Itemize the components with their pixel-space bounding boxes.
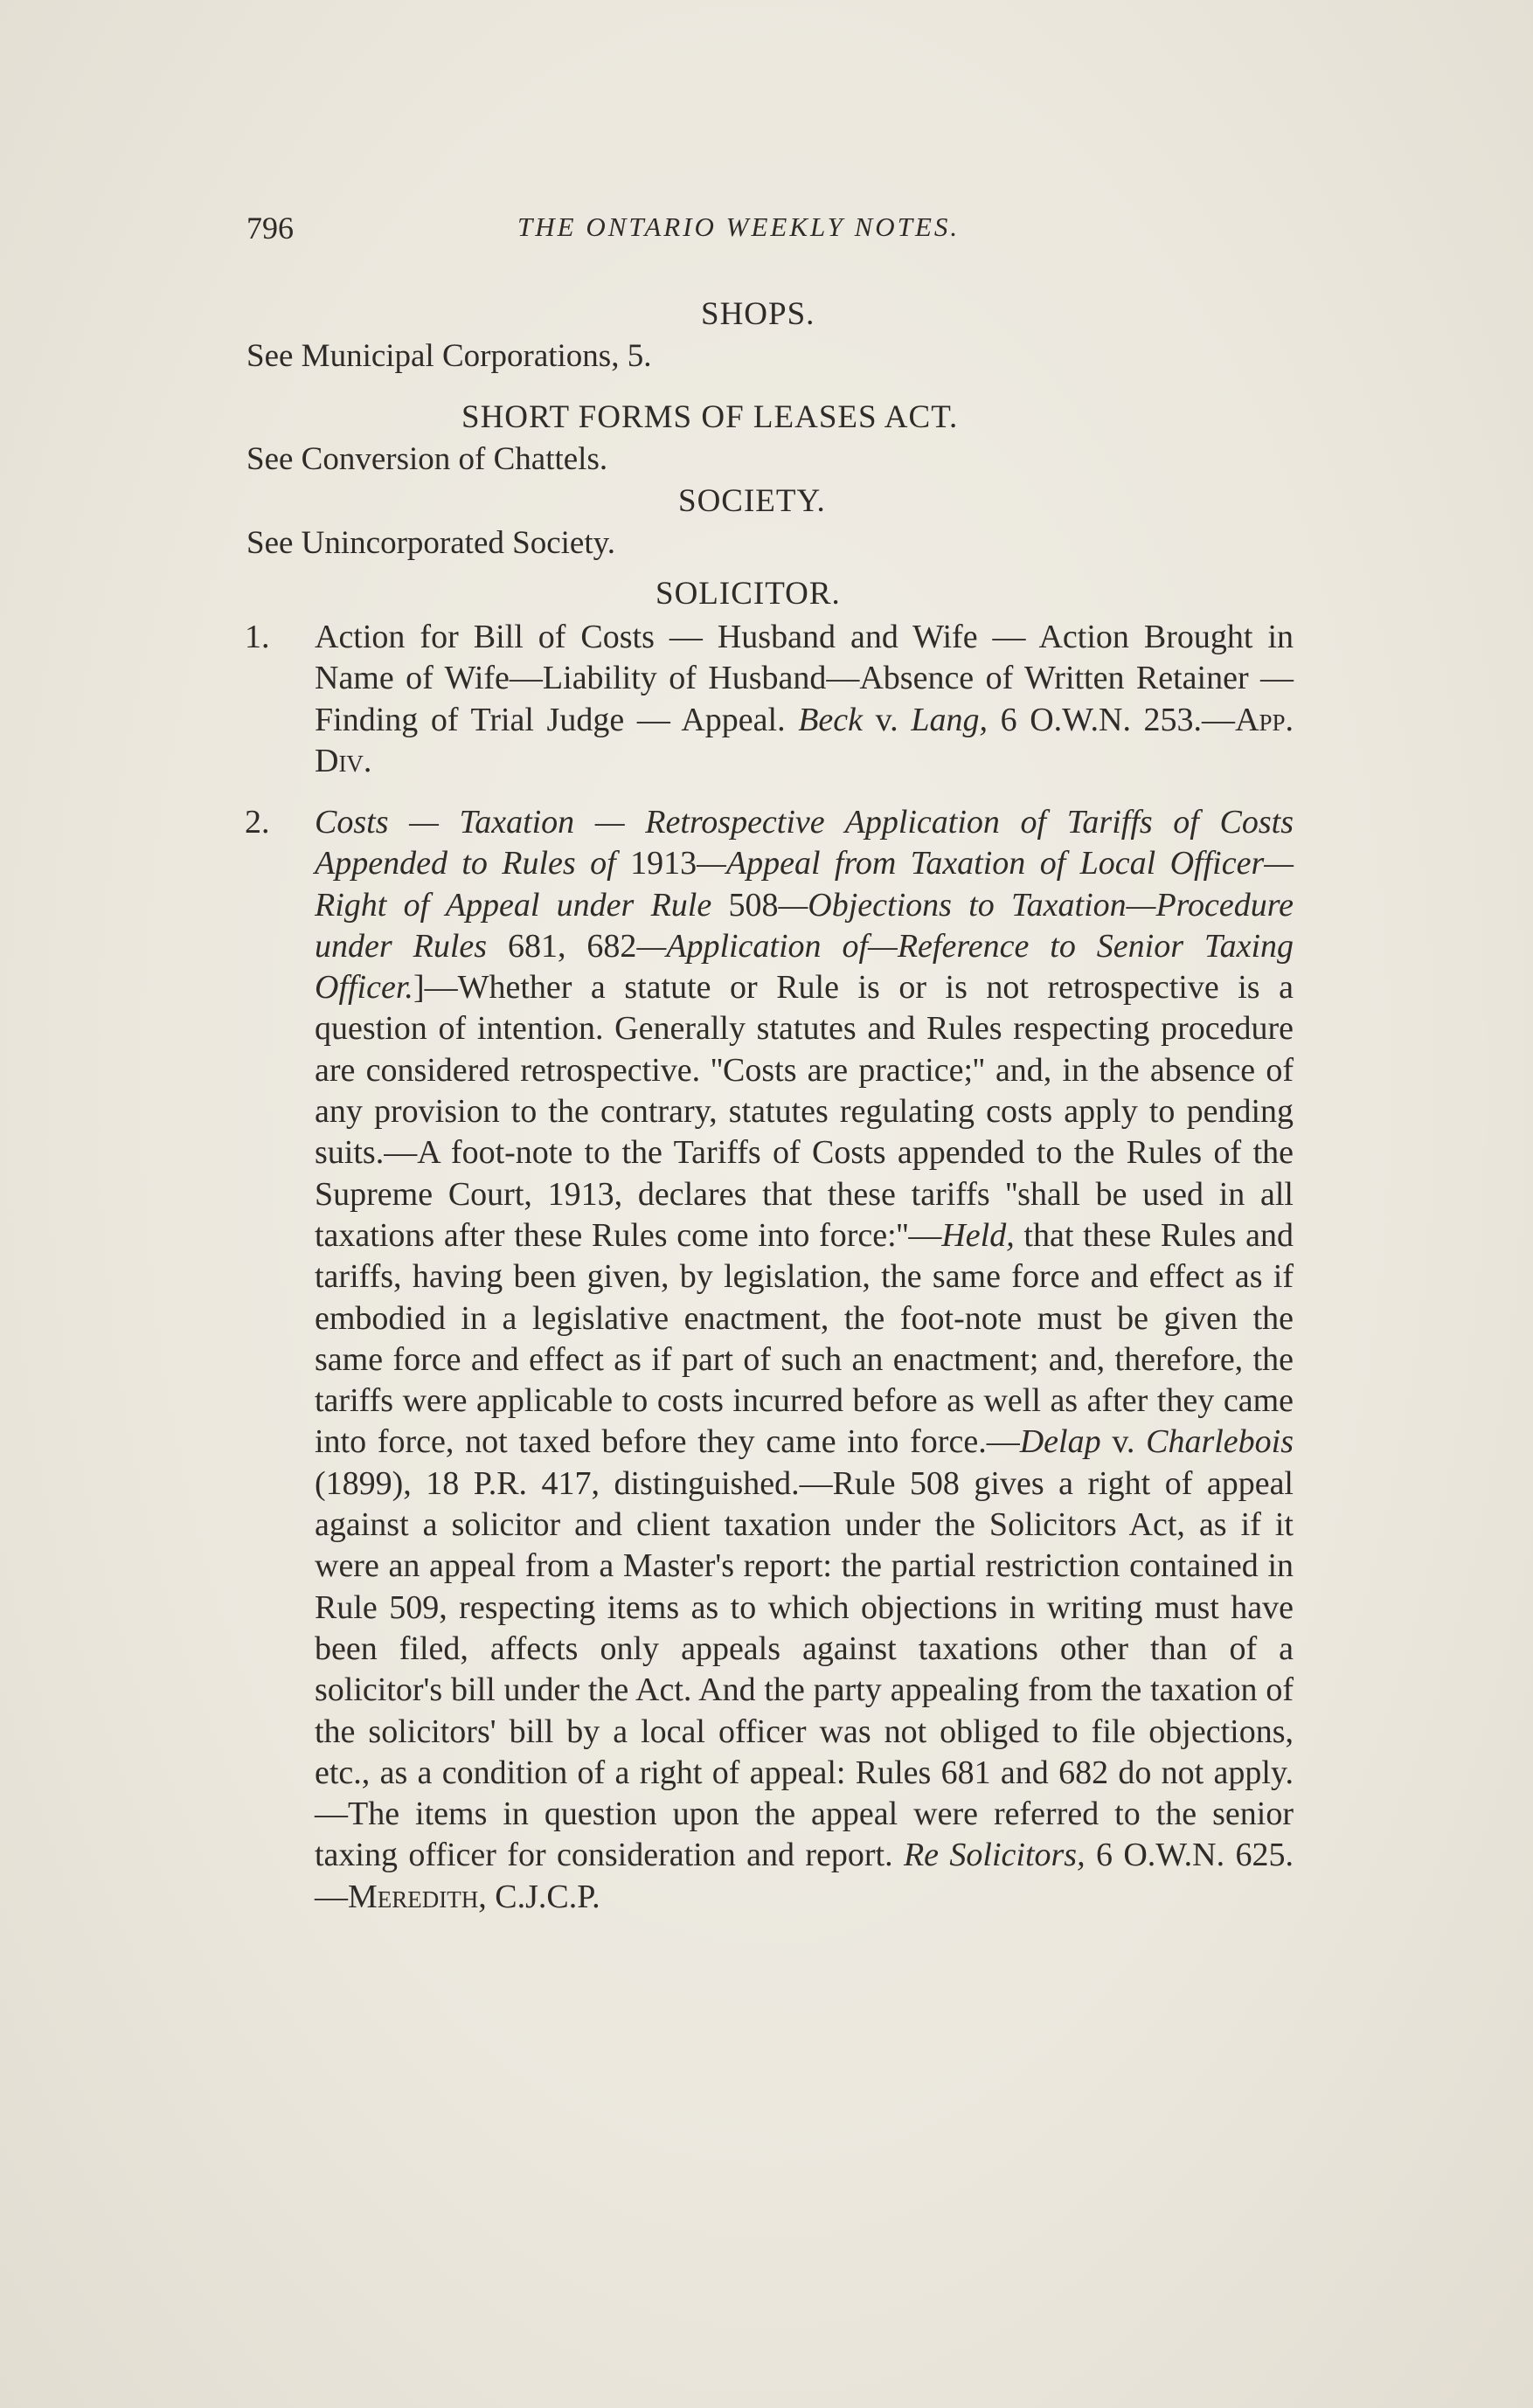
- case-party: Lang,: [911, 701, 988, 738]
- page-number: 796: [246, 211, 294, 246]
- citation: 6 O.W.N. 253.—: [1000, 701, 1236, 738]
- entry-text: (1899), 18 P.R. 417, distinguished.—Rule 508 gives a right of appeal against a solicitor and client taxation under the Solicitors Act, as if it were an appeal from a Master's report: the partial restriction contained in Rule 509, respecting items as to which objections in writing must have been filed, affects only appeals against taxations other than of a solicitor's bill under the Act. And the party appealing from the taxation of the solicitors' bill by a local officer was not obliged to file objections, etc., as a condition of a right of appeal: Rules 681 and 682 do not apply.—The items in question upon the appeal were referred to the senior taxing officer for consideration and report.: [315, 1464, 1294, 1874]
- headnote-rule: 508: [728, 886, 779, 924]
- entry-number: 1.: [245, 619, 270, 655]
- case-party: Charlebois: [1146, 1423, 1294, 1461]
- heading-solicitor: SOLICITOR.: [656, 576, 841, 612]
- case-name: Delap: [1019, 1423, 1101, 1461]
- headnote: —Appeal from Taxation of Local Officer—Right of Appeal under Rule: [315, 845, 1294, 924]
- running-head: [246, 210, 1295, 253]
- court: App. Div.: [315, 701, 1294, 779]
- headnote: —Application of—Reference to Senior Taxing Officer.: [315, 927, 1294, 1007]
- journal-title: THE ONTARIO WEEKLY NOTES.: [517, 211, 961, 242]
- headnote-rules: 681, 682: [507, 927, 637, 965]
- case-name: Beck: [798, 701, 864, 738]
- judge: Meredith, C.J.C.P.: [348, 1878, 600, 1915]
- case-name: Re Solicitors,: [903, 1837, 1086, 1874]
- citation: 6 O.W.N. 625.—: [315, 1837, 1294, 1915]
- solicitor-entry-2: [245, 802, 1294, 1918]
- entry-text: that these Rules and tariffs, having been given, by legislation, the same force and effect as if embodied in a legislative enactment, the foot-note must be given the same force and effect as if part of such an enactment; and, therefore, the tariffs were applicable to costs incurred before as well as after they came into force, not taxed before they came into force.—: [315, 1216, 1294, 1461]
- held-label: Held,: [941, 1216, 1015, 1254]
- entry-text: Action for Bill of Costs — Husband and Wife — Action Brought in Name of Wife—Liability of Husband—Absence of Written Retainer — Finding of Trial Judge — Appeal.: [315, 619, 1294, 738]
- entry-number: 2.: [245, 804, 270, 841]
- headnote: Costs — Taxation — Retrospective Application of Tariffs of Costs Appended to Rules of: [315, 804, 1294, 882]
- see-reference-society: See Unincorporated Society.: [246, 525, 615, 561]
- see-reference-shops: See Municipal Corporations, 5.: [246, 338, 652, 374]
- see-reference-short-forms: See Conversion of Chattels.: [246, 441, 608, 477]
- versus: v.: [875, 701, 898, 738]
- versus: v.: [1100, 1423, 1147, 1461]
- heading-society: SOCIETY.: [678, 483, 826, 519]
- headnote-year: 1913: [630, 845, 697, 882]
- heading-shops: SHOPS.: [701, 296, 815, 332]
- headnote: —Objections to Taxation—Procedure under Rules: [315, 886, 1294, 965]
- solicitor-entry-1: [245, 617, 1294, 782]
- entry-text: ]—Whether a statute or Rule is or is not retrospective is a question of intention. Generally statutes and Rules respecting procedure are considered retrospective. ''Costs are practice;'' and, in the absence of any provision to the contrary, statutes regulating costs apply to pending suits.—A foot-note to the Tariffs of Costs appended to the Rules of the Supreme Court, 1913, declares that these tariffs ''shall be used in all taxations after these Rules come into force:''—: [315, 969, 1294, 1254]
- heading-short-forms: SHORT FORMS OF LEASES ACT.: [461, 399, 959, 435]
